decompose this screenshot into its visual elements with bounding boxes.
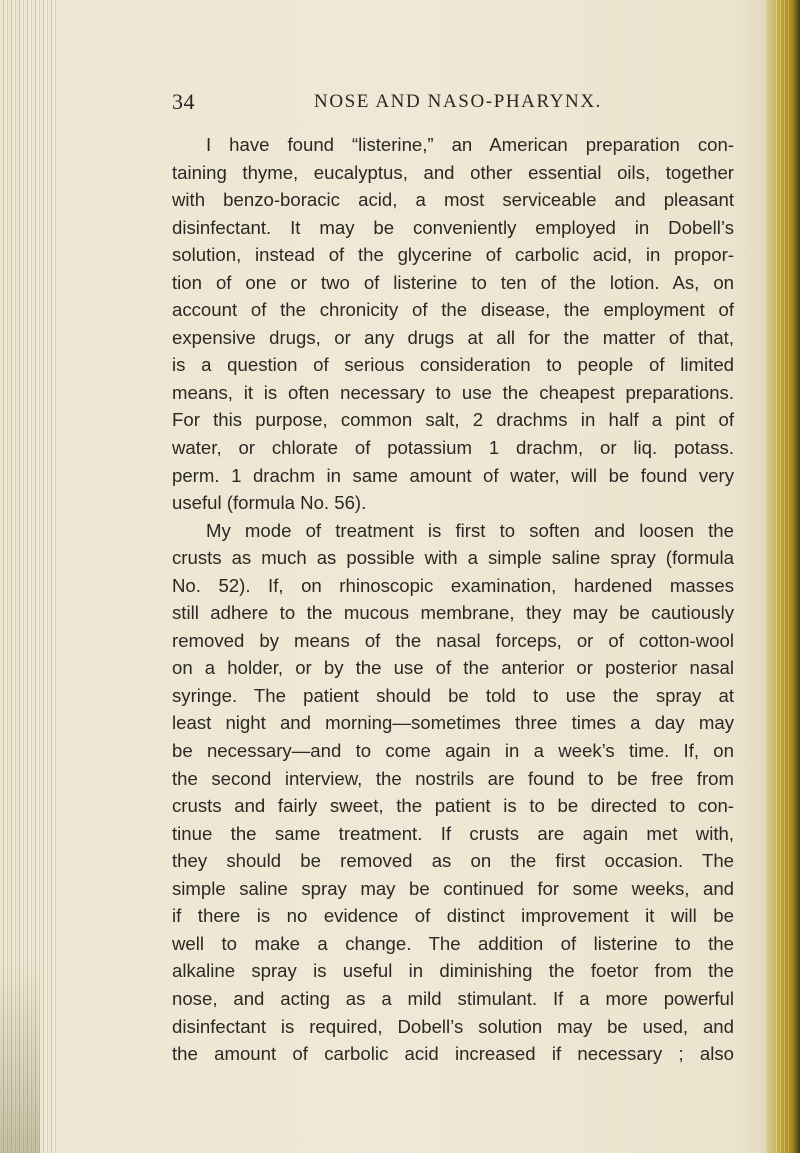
text-line: well to make a change. The addition of listerine to the: [172, 932, 734, 954]
page-header: [172, 88, 732, 116]
text-line: be necessary—and to come again in a week’s time. If, on: [172, 740, 734, 762]
text-line: I have found “listerine,” an American preparation con-: [206, 134, 734, 155]
text-line: perm. 1 drachm in same amount of water, will be found very: [172, 464, 734, 486]
text-line: simple saline spray may be continued for some weeks, and: [172, 877, 734, 899]
body-text: [172, 131, 734, 1068]
text-line: they should be removed as on the first occasion. The: [172, 850, 734, 872]
page-edge-lines: [776, 0, 790, 1153]
text-line: with benzo-boracic acid, a most serviceable and pleasant: [172, 189, 734, 211]
running-title: NOSE AND NASO-PHARYNX.: [314, 91, 603, 112]
text-line: still adhere to the mucous membrane, they may be cautiously: [172, 602, 734, 624]
text-line: water, or chlorate of potassium 1 drachm, or liq. potass.: [172, 437, 734, 459]
text-line: least night and morning—sometimes three times a day may: [172, 712, 734, 734]
text-line: For this purpose, common salt, 2 drachms in half a pint of: [172, 409, 734, 431]
text-line: My mode of treatment is first to soften and loosen the: [206, 519, 734, 541]
text-line: the second interview, the nostrils are found to be free from: [172, 767, 734, 789]
text-line: taining thyme, eucalyptus, and other essential oils, together: [172, 161, 734, 183]
text-line: tion of one or two of listerine to ten of the lotion. As, on: [172, 271, 734, 293]
text-line: disinfectant. It may be conveniently employed in Dobell’s: [172, 216, 734, 238]
text-line: nose, and acting as a mild stimulant. If a more powerful: [172, 987, 734, 1009]
text-line: removed by means of the nasal forceps, or of cotton-wool: [172, 629, 734, 651]
text-line: crusts and fairly sweet, the patient is to be directed to con-: [172, 795, 734, 817]
text-line: tinue the same treatment. If crusts are again met with,: [172, 822, 734, 844]
text-line: is a question of serious consideration to people of limited: [172, 354, 734, 376]
text-line: means, it is often necessary to use the cheapest preparations.: [172, 381, 734, 403]
text-line: useful (formula No. 56).: [172, 492, 367, 514]
binding-shadow: [0, 960, 40, 1153]
text-line: crusts as much as possible with a simple saline spray (formula: [172, 547, 734, 569]
text-line: expensive drugs, or any drugs at all for the matter of that,: [172, 326, 734, 348]
text-line: if there is no evidence of distinct improvement it will be: [172, 905, 734, 927]
text-line: disinfectant is required, Dobell’s solution may be used, and: [172, 1015, 734, 1037]
text-line: on a holder, or by the use of the anterior or posterior nasal: [172, 657, 734, 679]
text-line: the amount of carbolic acid increased if necessary ; also: [172, 1043, 734, 1065]
text-line: solution, instead of the glycerine of carbolic acid, in propor-: [172, 244, 734, 266]
text-line: syringe. The patient should be told to use the spray at: [172, 684, 734, 706]
text-line: No. 52). If, on rhinoscopic examination, hardened masses: [172, 574, 734, 596]
text-line: alkaline spray is useful in diminishing the foetor from the: [172, 960, 734, 982]
page-number: 34: [172, 89, 195, 114]
text-line: account of the chronicity of the disease, the employment of: [172, 299, 734, 321]
